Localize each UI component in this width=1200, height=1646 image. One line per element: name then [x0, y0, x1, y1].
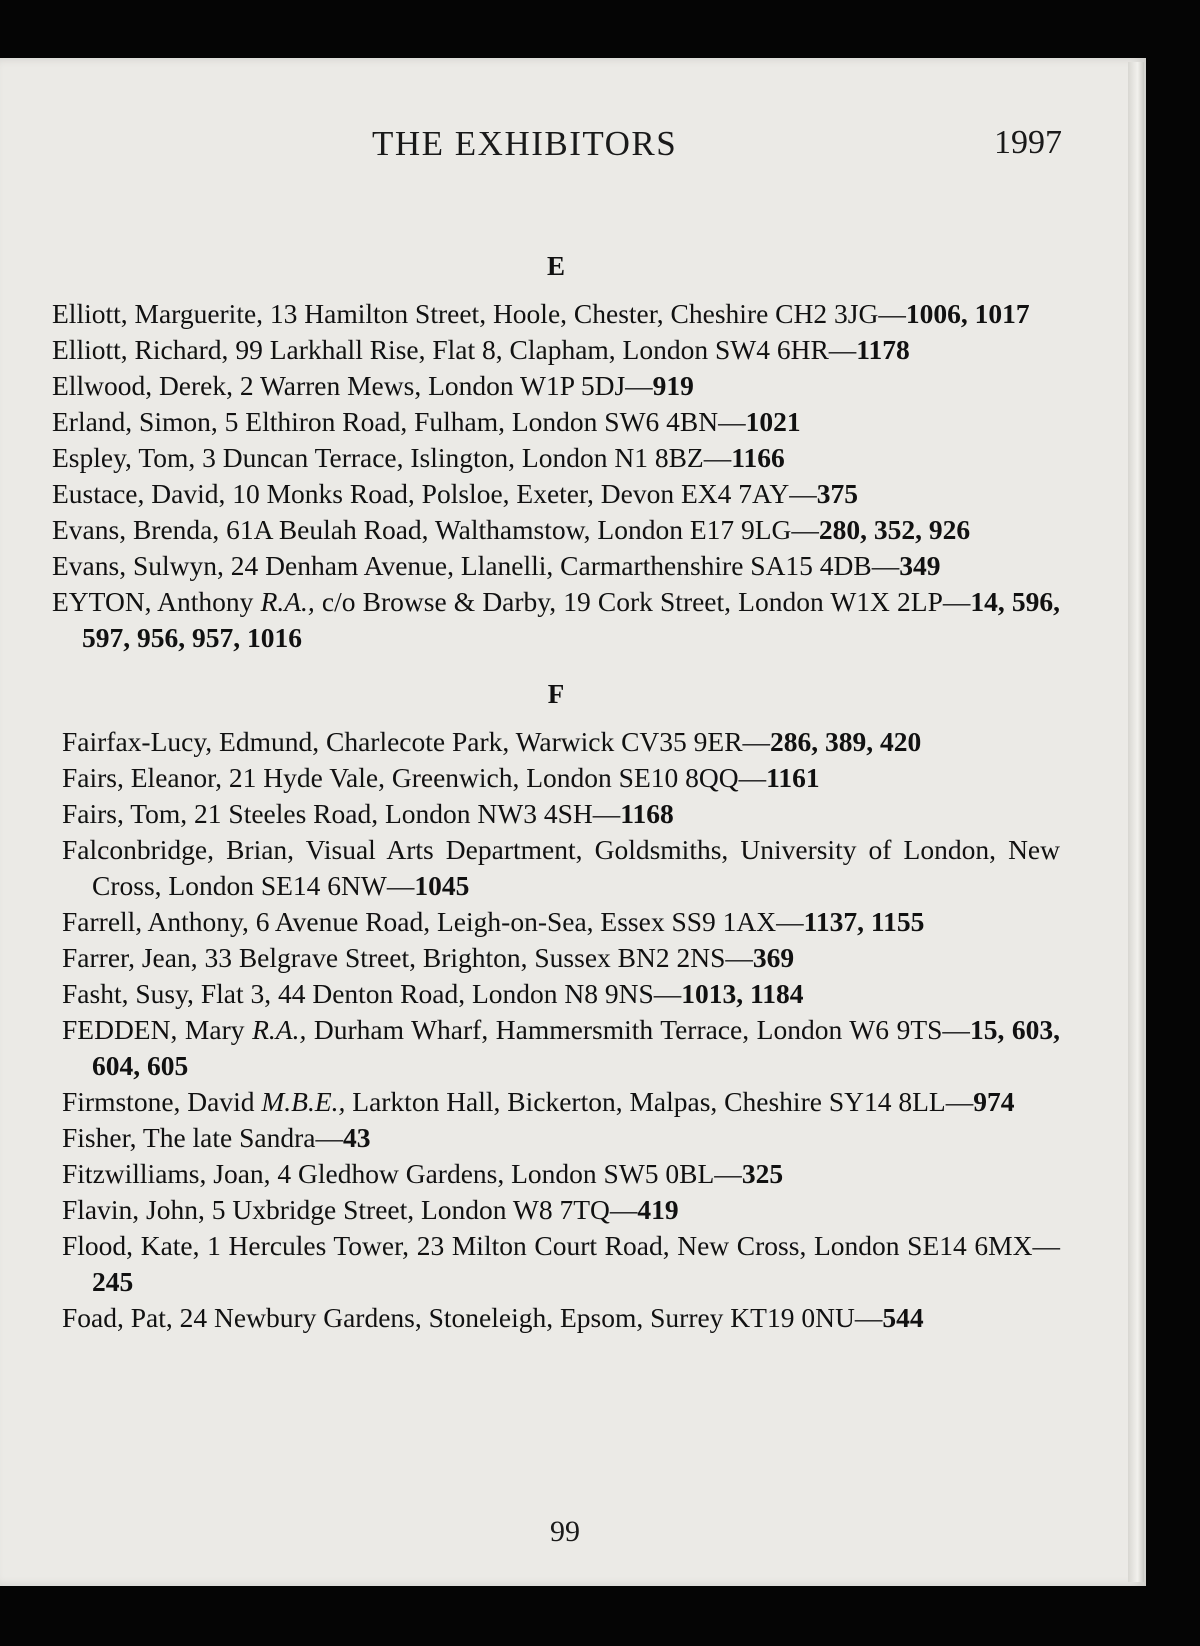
running-title: THE EXHIBITORS: [372, 124, 678, 163]
exhibitor-address: 21 Hyde Vale, Greenwich, London SE10 8QQ—: [222, 762, 767, 793]
exhibitor-name: Fitzwilliams, Joan,: [62, 1158, 271, 1189]
exhibitor-entry: [52, 1084, 1060, 1120]
exhibitor-entry: [52, 296, 1060, 332]
catalogue-numbers: 1006, 1017: [905, 298, 1030, 329]
exhibitor-address: 5 Uxbridge Street, London W8 7TQ—: [204, 1194, 638, 1225]
exhibitor-name: Espley, Tom,: [52, 442, 196, 473]
exhibitor-entry: [52, 332, 1060, 368]
exhibitor-address: —: [315, 1122, 343, 1153]
catalogue-numbers: 1013, 1184: [681, 978, 804, 1009]
catalogue-numbers: 919: [652, 370, 694, 401]
exhibitor-entry: [52, 404, 1060, 440]
section-e: [52, 248, 1060, 656]
catalogue-numbers: 375: [816, 478, 858, 509]
exhibitor-entry: [52, 1228, 1060, 1300]
exhibitor-name: Falconbridge, Brian,: [62, 834, 295, 865]
exhibitor-name: Elliott, Marguerite,: [52, 298, 264, 329]
exhibitor-entry: [52, 1192, 1060, 1228]
running-year: 1997: [994, 124, 1062, 161]
exhibitor-address: 2 Warren Mews, London W1P 5DJ—: [233, 370, 653, 401]
exhibitor-address: 13 Hamilton Street, Hoole, Chester, Cheshire CH2 3JG—: [263, 298, 906, 329]
exhibitor-entry: [52, 1300, 1060, 1336]
exhibitor-address: 24 Newbury Gardens, Stoneleigh, Epsom, Surrey KT19 0NU—: [172, 1302, 883, 1333]
exhibitor-entry: [52, 796, 1060, 832]
exhibitor-address: 21 Steeles Road, London NW3 4SH—: [187, 798, 621, 829]
exhibitor-address: 10 Monks Road, Polsloe, Exeter, Devon EX4 7AY—: [225, 478, 817, 509]
catalogue-numbers: 1161: [766, 762, 820, 793]
exhibitor-address: Visual Arts Department, Goldsmiths, University of London, New Cross, London SE14 6NW—: [92, 834, 1060, 901]
catalogue-numbers: 1021: [745, 406, 801, 437]
exhibitor-address: Flat 3, 44 Denton Road, London N8 9NS—: [193, 978, 682, 1009]
catalogue-numbers: 15, 603, 604, 605: [92, 1014, 1061, 1081]
exhibitor-name: Farrer, Jean,: [62, 942, 198, 973]
exhibitor-address: Charlecote Park, Warwick CV35 9ER—: [319, 726, 771, 757]
exhibitor-address: 3 Duncan Terrace, Islington, London N1 8BZ—: [195, 442, 732, 473]
exhibitor-name: FEDDEN, Mary: [62, 1014, 245, 1045]
exhibitor-name: Fairfax-Lucy, Edmund,: [62, 726, 320, 757]
catalogue-numbers: 544: [882, 1302, 924, 1333]
catalogue-numbers: 245: [92, 1266, 134, 1297]
catalogue-numbers: 14, 596, 597, 956, 957, 1016: [82, 586, 1061, 653]
exhibitor-name: Fasht, Susy,: [62, 978, 194, 1009]
exhibitor-name: Flood, Kate,: [62, 1230, 200, 1261]
page-edge: [1128, 62, 1144, 1582]
exhibitor-name: Farrell, Anthony,: [62, 906, 249, 937]
exhibitor-honour: R.A.,: [252, 1014, 307, 1045]
exhibitor-address: 6 Avenue Road, Leigh-on-Sea, Essex SS9 1AX—: [248, 906, 804, 937]
catalogue-numbers: 974: [973, 1086, 1015, 1117]
exhibitor-entry: [52, 940, 1060, 976]
section-f: [52, 676, 1060, 1336]
exhibitor-entry: [52, 548, 1060, 584]
exhibitor-name: Firmstone, David: [62, 1086, 255, 1117]
exhibitor-name: Erland, Simon,: [52, 406, 218, 437]
exhibitor-name: Fisher, The late Sandra: [62, 1122, 316, 1153]
exhibitor-name: Foad, Pat,: [62, 1302, 173, 1333]
catalogue-numbers: 325: [741, 1158, 784, 1189]
exhibitor-entry: [52, 368, 1060, 404]
exhibitor-entry: [52, 1156, 1060, 1192]
exhibitor-name: Elliott, Richard,: [52, 334, 229, 365]
catalogue-numbers: 349: [899, 550, 941, 581]
exhibitor-honour: R.A.,: [260, 586, 315, 617]
exhibitor-address: c/o Browse & Darby, 19 Cork Street, London W1X 2LP—: [314, 586, 971, 617]
exhibitor-entry: [52, 584, 1060, 656]
catalogue-numbers: 1166: [731, 442, 785, 473]
exhibitor-address: Durham Wharf, Hammersmith Terrace, London W6 9TS—: [306, 1014, 970, 1045]
running-head: [0, 124, 1146, 164]
exhibitor-name: Eustace, David,: [52, 478, 226, 509]
exhibitor-entry: [52, 832, 1060, 904]
catalogue-numbers: 1168: [620, 798, 674, 829]
exhibitor-name: Fairs, Eleanor,: [62, 762, 223, 793]
exhibitor-address: 61A Beulah Road, Walthamstow, London E17 9LG—: [219, 514, 819, 545]
exhibitor-entry: [52, 724, 1060, 760]
exhibitor-entry: [52, 904, 1060, 940]
exhibitor-entry: [52, 1012, 1060, 1084]
section-letter: F: [547, 679, 565, 709]
exhibitor-name: Evans, Brenda,: [52, 514, 220, 545]
exhibitor-address: 5 Elthiron Road, Fulham, London SW6 4BN—: [217, 406, 746, 437]
exhibitor-name: Flavin, John,: [62, 1194, 205, 1225]
exhibitor-entry: [52, 440, 1060, 476]
exhibitor-address: 4 Gledhow Gardens, London SW5 0BL—: [270, 1158, 742, 1189]
catalogue-numbers: 419: [637, 1194, 679, 1225]
catalogue-numbers: 280, 352, 926: [818, 514, 971, 545]
catalogue-numbers: 1137, 1155: [803, 906, 925, 937]
exhibitor-entry: [52, 512, 1060, 548]
exhibitor-entry: [52, 976, 1060, 1012]
catalogue-numbers: 1045: [414, 870, 470, 901]
exhibitor-address: 33 Belgrave Street, Brighton, Sussex BN2 2NS—: [197, 942, 753, 973]
exhibitor-list: [52, 248, 1060, 1336]
section-letter: E: [546, 251, 565, 281]
exhibitor-address: 99 Larkhall Rise, Flat 8, Clapham, London SW4 6HR—: [228, 334, 857, 365]
exhibitor-name: EYTON, Anthony: [52, 586, 254, 617]
exhibitor-name: Fairs, Tom,: [62, 798, 188, 829]
exhibitor-name: Ellwood, Derek,: [52, 370, 233, 401]
catalogue-numbers: 43: [342, 1122, 371, 1153]
catalogue-numbers: 1178: [856, 334, 910, 365]
exhibitor-name: Evans, Sulwyn,: [52, 550, 224, 581]
catalogue-numbers: 369: [752, 942, 795, 973]
catalogue-numbers: 286, 389, 420: [770, 726, 922, 757]
exhibitor-entry: [52, 476, 1060, 512]
exhibitor-entry: [52, 1120, 1060, 1156]
exhibitor-address: Larkton Hall, Bickerton, Malpas, Cheshire SY14 8LL—: [345, 1086, 974, 1117]
page-number: 99: [550, 1515, 580, 1548]
exhibitor-address: 24 Denham Avenue, Llanelli, Carmarthenshire SA15 4DB—: [223, 550, 900, 581]
exhibitor-honour: M.B.E.,: [261, 1086, 346, 1117]
exhibitor-entry: [52, 760, 1060, 796]
exhibitor-address: 1 Hercules Tower, 23 Milton Court Road, New Cross, London SE14 6MX—: [199, 1230, 1060, 1261]
